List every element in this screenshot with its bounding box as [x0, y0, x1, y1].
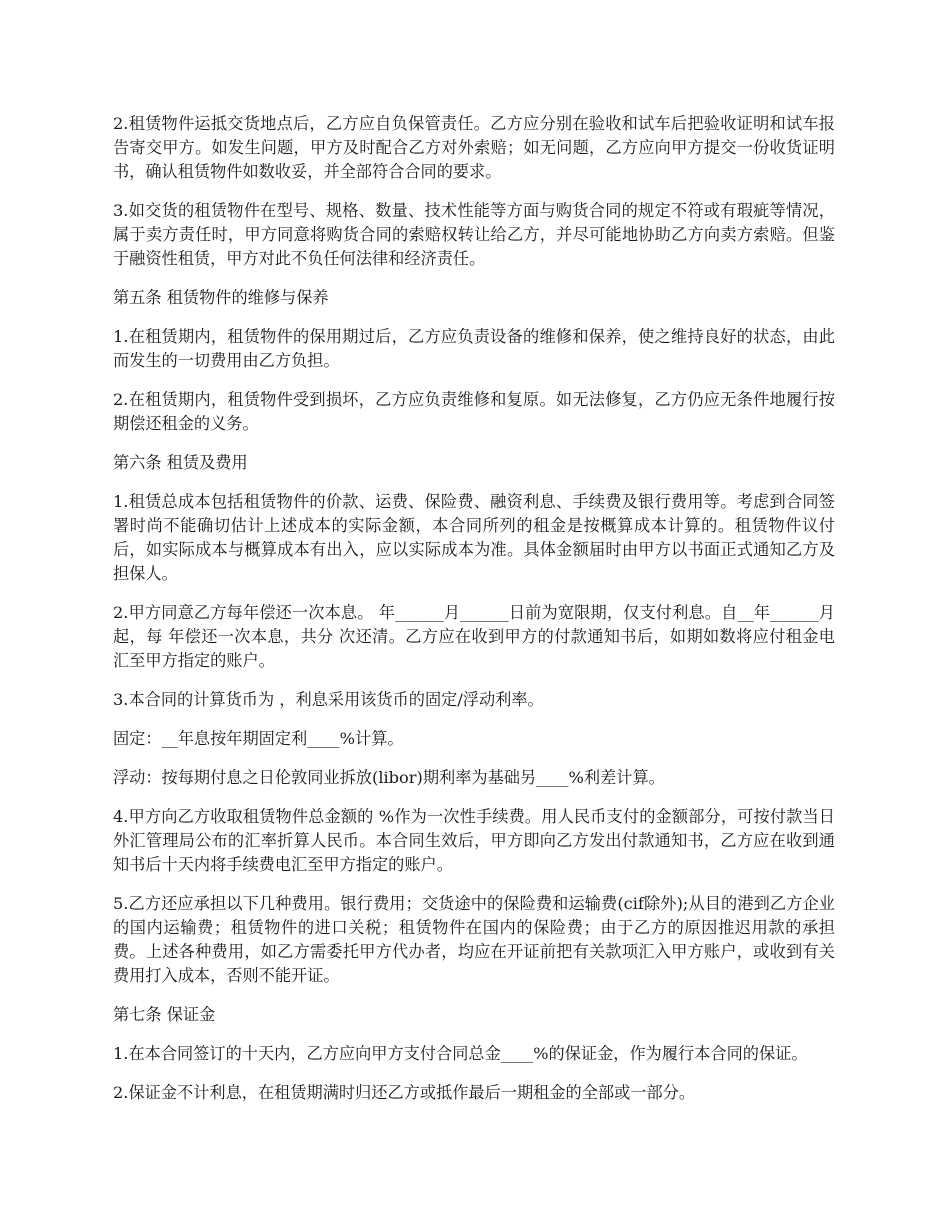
paragraph: 3.如交货的租赁物件在型号、规格、数量、技术性能等方面与购货合同的规定不符或有瑕疵等情况，属于卖方责任时，甲方同意将购货合同的索赔权转让给乙方，并尽可能地协助乙方向卖方索赔。但鉴于融资性租赁，甲方对此不负任何法律和经济责任。 — [113, 201, 835, 268]
paragraph: 2.甲方同意乙方每年偿还一次本息。 年______月______日前为宽限期，仅支付利息。自__年______月起，每 年偿还一次本息，共分 次还清。乙方应在收到甲方的付款通知书后，如期如数将应付租金电汇至甲方指定的账户。 — [113, 603, 835, 670]
paragraph: 浮动：按每期付息之日伦敦同业拆放(libor)期利率为基础另____%利差计算。 — [113, 768, 665, 787]
paragraph: 2.保证金不计利息，在租赁期满时归还乙方或抵作最后一期租金的全部或一部分。 — [113, 1083, 696, 1102]
section-heading: 第五条 租赁物件的维修与保养 — [113, 288, 329, 307]
paragraph: 2.租赁物件运抵交货地点后，乙方应自负保管责任。乙方应分别在验收和试车后把验收证明和试车报告寄交甲方。如发生问题，甲方及时配合乙方对外索赔；如无问题，乙方应向甲方提交一份收货证明书，确认租赁物件如数收妥，并全部符合合同的要求。 — [113, 114, 835, 181]
paragraph: 3.本合同的计算货币为 ，利息采用该货币的固定/浮动利率。 — [113, 690, 544, 709]
paragraph: 1.在租赁期内，租赁物件的保用期过后，乙方应负责设备的维修和保养，使之维持良好的状态，由此而发生的一切费用由乙方负担。 — [113, 327, 835, 370]
paragraph: 1.租赁总成本包括租赁物件的价款、运费、保险费、融资利息、手续费及银行费用等。考虑到合同签署时尚不能确切估计上述成本的实际金额，本合同所列的租金是按概算成本计算的。租赁物件议付后，如实际成本与概算成本有出入，应以实际成本为准。具体金额届时由甲方以书面正式通知乙方及担保人。 — [113, 492, 835, 583]
paragraph: 5.乙方还应承担以下几种费用。银行费用；交货途中的保险费和运输费(cif除外);从目的港到乙方企业的国内运输费；租赁物件的进口关税；租赁物件在国内的保险费；由于乙方的原因推迟用款的承担费。上述各种费用，如乙方需委托甲方代办者，均应在开证前把有关款项汇入甲方账户，或收到有关费用打入成本，否则不能开证。 — [113, 894, 835, 985]
document-page — [113, 112, 835, 1120]
section-heading: 第六条 租赁及费用 — [113, 453, 248, 472]
paragraph: 2.在租赁期内，租赁物件受到损坏，乙方应负责维修和复原。如无法修复，乙方仍应无条件地履行按期偿还租金的义务。 — [113, 390, 835, 433]
paragraph: 固定：__年息按年期固定利____%计算。 — [113, 729, 404, 748]
paragraph: 1.在本合同签订的十天内，乙方应向甲方支付合同总金____%的保证金，作为履行本合同的保证。 — [113, 1044, 808, 1063]
paragraph: 4.甲方向乙方收取租赁物件总金额的 %作为一次性手续费。用人民币支付的金额部分，可按付款当日外汇管理局公布的汇率折算人民币。本合同生效后，甲方即向乙方发出付款通知书，乙方应在收到通知书后十天内将手续费电汇至甲方指定的账户。 — [113, 807, 835, 874]
section-heading: 第七条 保证金 — [113, 1005, 216, 1024]
